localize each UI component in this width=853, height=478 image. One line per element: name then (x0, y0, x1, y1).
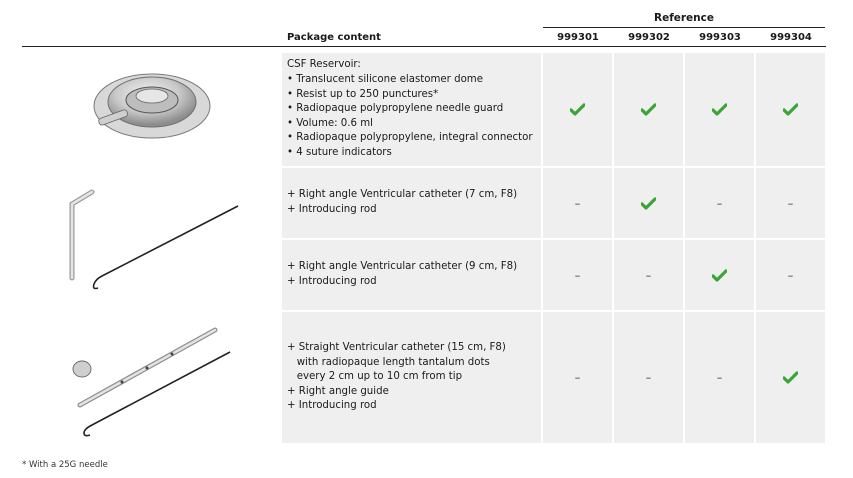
ref-header-2: 999302 (628, 32, 670, 43)
row-4-line-3: every 2 cm up to 10 cm from tip (287, 371, 463, 383)
package-content-header: Package content (287, 32, 381, 43)
ref-header-3: 999303 (699, 32, 741, 43)
row-4-line-5: + Introducing rod (287, 400, 377, 412)
row-3-content (282, 240, 541, 310)
row-1-line-5: • Volume: 0.6 ml (287, 117, 374, 129)
check-icon (641, 103, 656, 116)
check-icon (712, 269, 727, 282)
row-3-ref-1 (543, 240, 612, 310)
ref-header-1: 999301 (557, 32, 599, 43)
row-1-line-3: • Resist up to 250 punctures* (287, 88, 439, 100)
row-3-line-1: + Right angle Ventricular catheter (9 cm, F8) (287, 261, 518, 273)
row-4-line-2: with radiopaque length tantalum dots (287, 356, 490, 368)
row-1-line-2: • Translucent silicone elastomer dome (287, 74, 483, 86)
row-1-ref-2 (614, 53, 683, 166)
row-1-ref-4 (756, 53, 825, 166)
row-4-content (282, 312, 541, 443)
header-rule (22, 46, 826, 47)
ref-header-4: 999304 (770, 32, 812, 43)
row-2-ref-3 (685, 168, 754, 238)
row-1-line-6: • Radiopaque polypropylene, integral connector (287, 132, 533, 144)
csf-reservoir-illustration (90, 62, 220, 152)
check-icon (783, 371, 798, 384)
row-1-ref-3 (685, 53, 754, 166)
row-2-ref-2 (614, 168, 683, 238)
check-icon (712, 103, 727, 116)
not-included-dash: – (645, 268, 652, 282)
not-included-dash: – (574, 371, 581, 384)
row-4-ref-1 (543, 312, 612, 443)
row-1-ref-1 (543, 53, 612, 166)
row-3-line-2: + Introducing rod (287, 276, 377, 287)
row-1-line-7: • 4 suture indicators (287, 146, 392, 158)
row-4-line-4: + Right angle guide (287, 385, 389, 397)
row-3-ref-2 (614, 240, 683, 310)
not-included-dash: – (574, 268, 581, 282)
catheter-15cm-illustration (70, 325, 240, 440)
row-4-ref-2 (614, 312, 683, 443)
not-included-dash: – (787, 196, 794, 210)
check-icon (783, 103, 798, 116)
reference-rule (543, 27, 825, 28)
row-4-line-1: + Straight Ventricular catheter (15 cm, F8) (287, 342, 506, 354)
row-4-ref-4 (756, 312, 825, 443)
not-included-dash: – (716, 371, 723, 384)
row-3-ref-4 (756, 240, 825, 310)
catheter-7cm-illustration (62, 186, 247, 296)
not-included-dash: – (716, 196, 723, 210)
check-icon (641, 197, 656, 210)
row-4-ref-3 (685, 312, 754, 443)
check-icon (570, 103, 585, 116)
row-2-ref-4 (756, 168, 825, 238)
row-1-line-1: CSF Reservoir: (287, 59, 361, 71)
row-1-content (282, 53, 541, 166)
row-2-line-1: + Right angle Ventricular catheter (7 cm, F8) (287, 189, 518, 201)
reference-title: Reference (653, 12, 715, 24)
row-1-line-4: • Radiopaque polypropylene needle guard (287, 103, 504, 115)
not-included-dash: – (645, 371, 652, 384)
row-3-ref-3 (685, 240, 754, 310)
footnote: * With a 25G needle (22, 460, 108, 470)
row-2-ref-1 (543, 168, 612, 238)
row-2-line-2: + Introducing rod (287, 204, 377, 215)
not-included-dash: – (787, 268, 794, 282)
not-included-dash: – (574, 196, 581, 210)
row-2-content (282, 168, 541, 238)
